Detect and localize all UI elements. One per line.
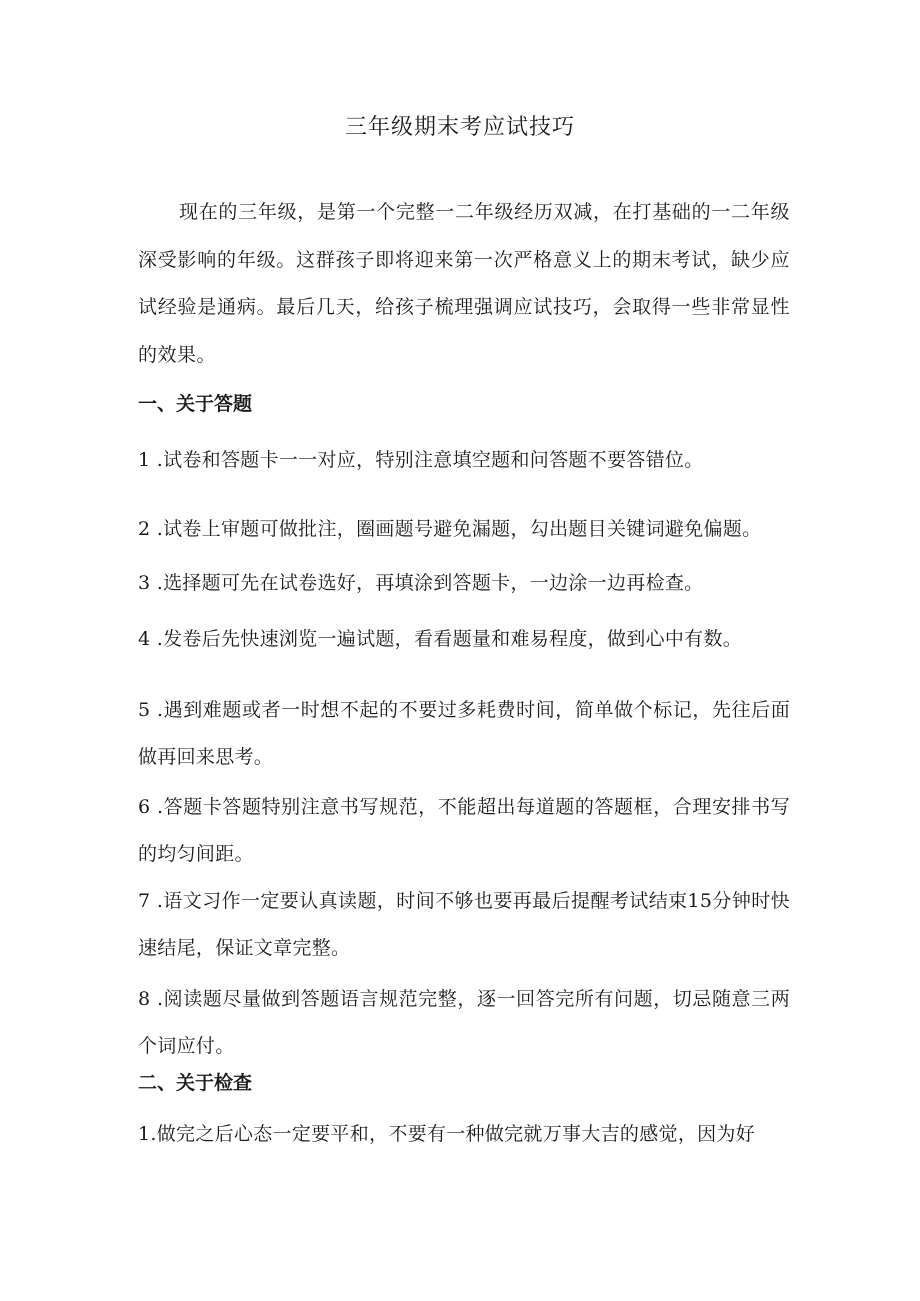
list-item-3 [138,560,790,607]
list-item-4 [138,616,790,663]
list-item-text: 试卷上审题可做批注，圈画题号避免漏题，勾出题目关键词避免偏题。 [163,518,762,540]
list-item-check-1 [138,1111,790,1158]
section-heading-answering: 一、关于答题 [138,393,253,415]
list-item-7 [138,878,790,972]
list-item-6 [138,784,790,878]
list-item-number: 2 . [138,518,164,540]
list-item-number: 7 . [138,890,164,912]
list-item-number: 3 . [138,572,164,594]
list-item-5 [138,687,790,781]
list-item-text: 答题卡答题特别注意书写规范，不能超出每道题的答题框，合理安排书写的均匀间距。 [138,796,790,865]
list-item-text: 试卷和答题卡一一对应，特别注意填空题和问答题不要答错位。 [163,449,704,471]
list-item-text: 选择题可先在试卷选好，再填涂到答题卡，一边涂一边再检查。 [163,572,704,594]
document-title: 三年级期末考应试技巧 [344,115,575,140]
list-item-number: 1 . [138,449,164,471]
list-item-number: 4 . [138,628,164,650]
intro-paragraph: 现在的三年级，是第一个完整一二年级经历双减，在打基础的一二年级深受影响的年级。这群孩子即将迎来第一次严格意义上的期末考试，缺少应试经验是通病。最后几天，给孩子梳理强调应试技巧，会取得一些非常显性的效果。 [138,201,790,366]
list-item-text: 阅读题尽量做到答题语言规范完整，逐一回答完所有问题，切忌随意三两个词应付。 [138,988,790,1057]
list-item-text: 做完之后心态一定要平和，不要有一种做完就万事大吉的感觉，因为好 [156,1123,756,1145]
list-item-8 [138,976,790,1070]
list-item-1 [138,437,790,484]
list-item-number: 5 . [138,699,164,721]
list-item-number: 6 . [138,796,164,818]
list-item-number: 1. [138,1123,157,1145]
list-item-text: 发卷后先快速浏览一遍试题，看看题量和难易程度，做到心中有数。 [163,628,743,650]
list-item-number: 8 . [138,988,164,1010]
list-item-text: 语文习作一定要认真读题，时间不够也要再最后提醒考试结束15分钟时快速结尾，保证文章完整。 [138,890,790,959]
list-item-text: 遇到难题或者一时想不起的不要过多耗费时间，简单做个标记，先往后面做再回来思考。 [138,699,790,768]
section-heading-checking: 二、关于检查 [138,1072,253,1094]
list-item-2 [138,506,790,553]
